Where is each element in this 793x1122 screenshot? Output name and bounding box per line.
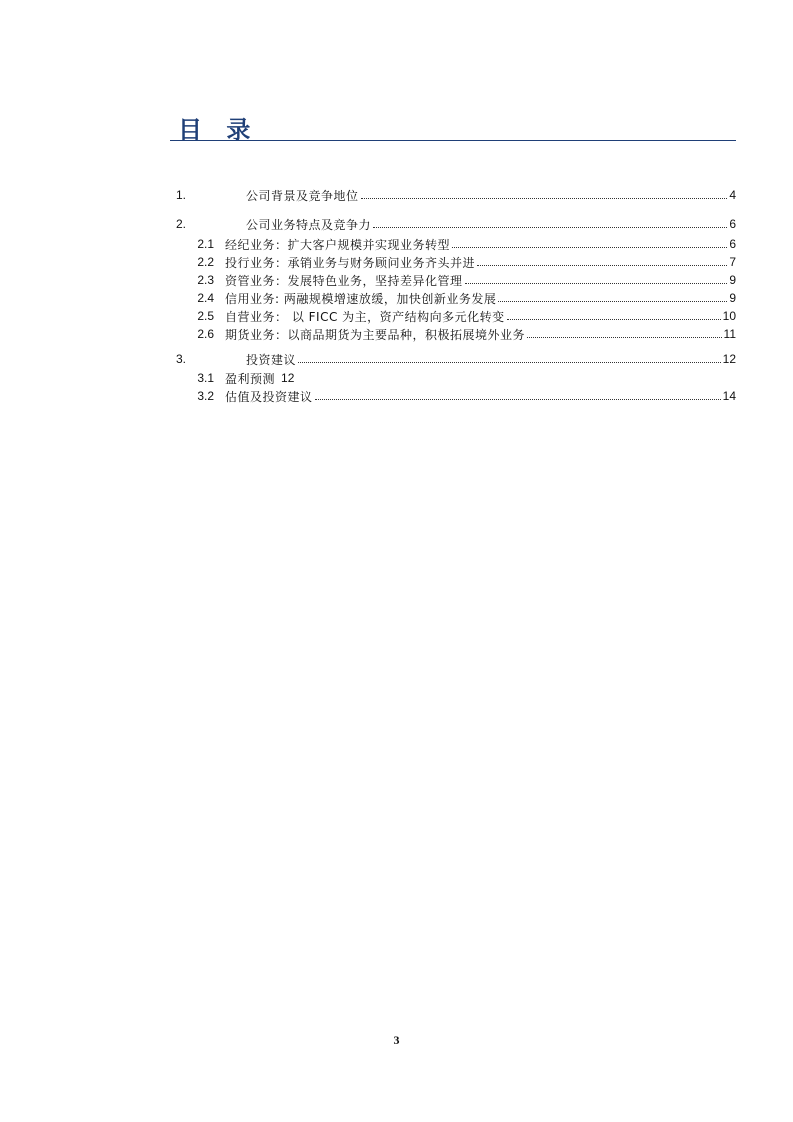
toc-title: 目 录 [178, 116, 259, 144]
toc-entry-number: 3.1 [197, 371, 214, 385]
toc-entry-page: 14 [722, 389, 736, 403]
toc-entry-2[interactable] [170, 215, 736, 233]
toc-entry-text: 公司业务特点及竞争力 [246, 217, 372, 232]
toc-entry-text: 期货业务：以商品期货为主要品种，积极拓展境外业务 [225, 327, 526, 342]
toc-entry-3-1[interactable] [170, 369, 736, 387]
dot-leader [498, 301, 727, 302]
toc-entry-2-3[interactable] [170, 271, 736, 289]
toc-entry-page: 6 [729, 237, 736, 251]
toc-entry-text: 资管业务：发展特色业务，坚持差异化管理 [225, 273, 463, 288]
toc-entry-text: 公司背景及竞争地位 [246, 188, 359, 203]
toc-entry-text: 经纪业务：扩大客户规模并实现业务转型 [225, 237, 451, 252]
dot-leader [373, 227, 727, 228]
toc-entry-number: 2.1 [197, 237, 214, 251]
toc-entry-number: 2.6 [197, 327, 214, 341]
toc-entry-2-5[interactable] [170, 307, 736, 325]
dot-leader [298, 362, 721, 363]
toc-entry-number: 2. [176, 217, 187, 231]
toc-entry-1[interactable] [170, 186, 736, 204]
dot-leader [315, 399, 721, 400]
toc-entry-text: 投行业务：承销业务与财务顾问业务齐头并进 [225, 255, 476, 270]
toc-entry-number: 2.5 [197, 309, 214, 323]
toc-entry-number: 3. [176, 352, 187, 366]
toc-entry-page: 10 [722, 309, 736, 323]
toc-entry-number: 1. [176, 188, 187, 202]
toc-entry-3[interactable] [170, 350, 736, 368]
toc-entry-text: 自营业务： 以 FICC 为主，资产结构向多元化转变 [225, 309, 505, 324]
toc-entry-3-2[interactable] [170, 387, 736, 405]
toc-entry-text: 投资建议 [246, 352, 297, 367]
toc-entry-page: 6 [729, 217, 736, 231]
toc-entry-page: 12 [722, 352, 736, 366]
title-divider [170, 140, 736, 141]
dot-leader [527, 337, 722, 338]
toc-entry-page: 11 [723, 327, 736, 341]
toc-entry-2-1[interactable] [170, 235, 736, 253]
toc-entry-page: 9 [729, 273, 736, 287]
page-number: 3 [393, 1033, 400, 1047]
toc-entry-number: 3.2 [197, 389, 214, 403]
toc-entry-text: 信用业务: 两融规模增速放缓，加快创新业务发展 [225, 291, 497, 306]
dot-leader [465, 283, 728, 284]
toc-entry-2-2[interactable] [170, 253, 736, 271]
toc-entry-number: 2.3 [197, 273, 214, 287]
toc-entry-text: 估值及投资建议 [225, 389, 313, 404]
dot-leader [477, 265, 727, 266]
toc-entry-page: 4 [729, 188, 736, 202]
dot-leader [452, 247, 727, 248]
toc-entry-page: 9 [729, 291, 736, 305]
toc-entry-page: 7 [729, 255, 736, 269]
toc-entry-text: 盈利预测 [225, 371, 276, 386]
toc-entry-number: 2.4 [197, 291, 214, 305]
toc-entry-page: 12 [281, 371, 295, 385]
dot-leader [361, 198, 728, 199]
toc-entry-2-4[interactable] [170, 289, 736, 307]
dot-leader [507, 319, 721, 320]
toc-entry-number: 2.2 [197, 255, 214, 269]
toc-entry-2-6[interactable] [170, 325, 736, 343]
